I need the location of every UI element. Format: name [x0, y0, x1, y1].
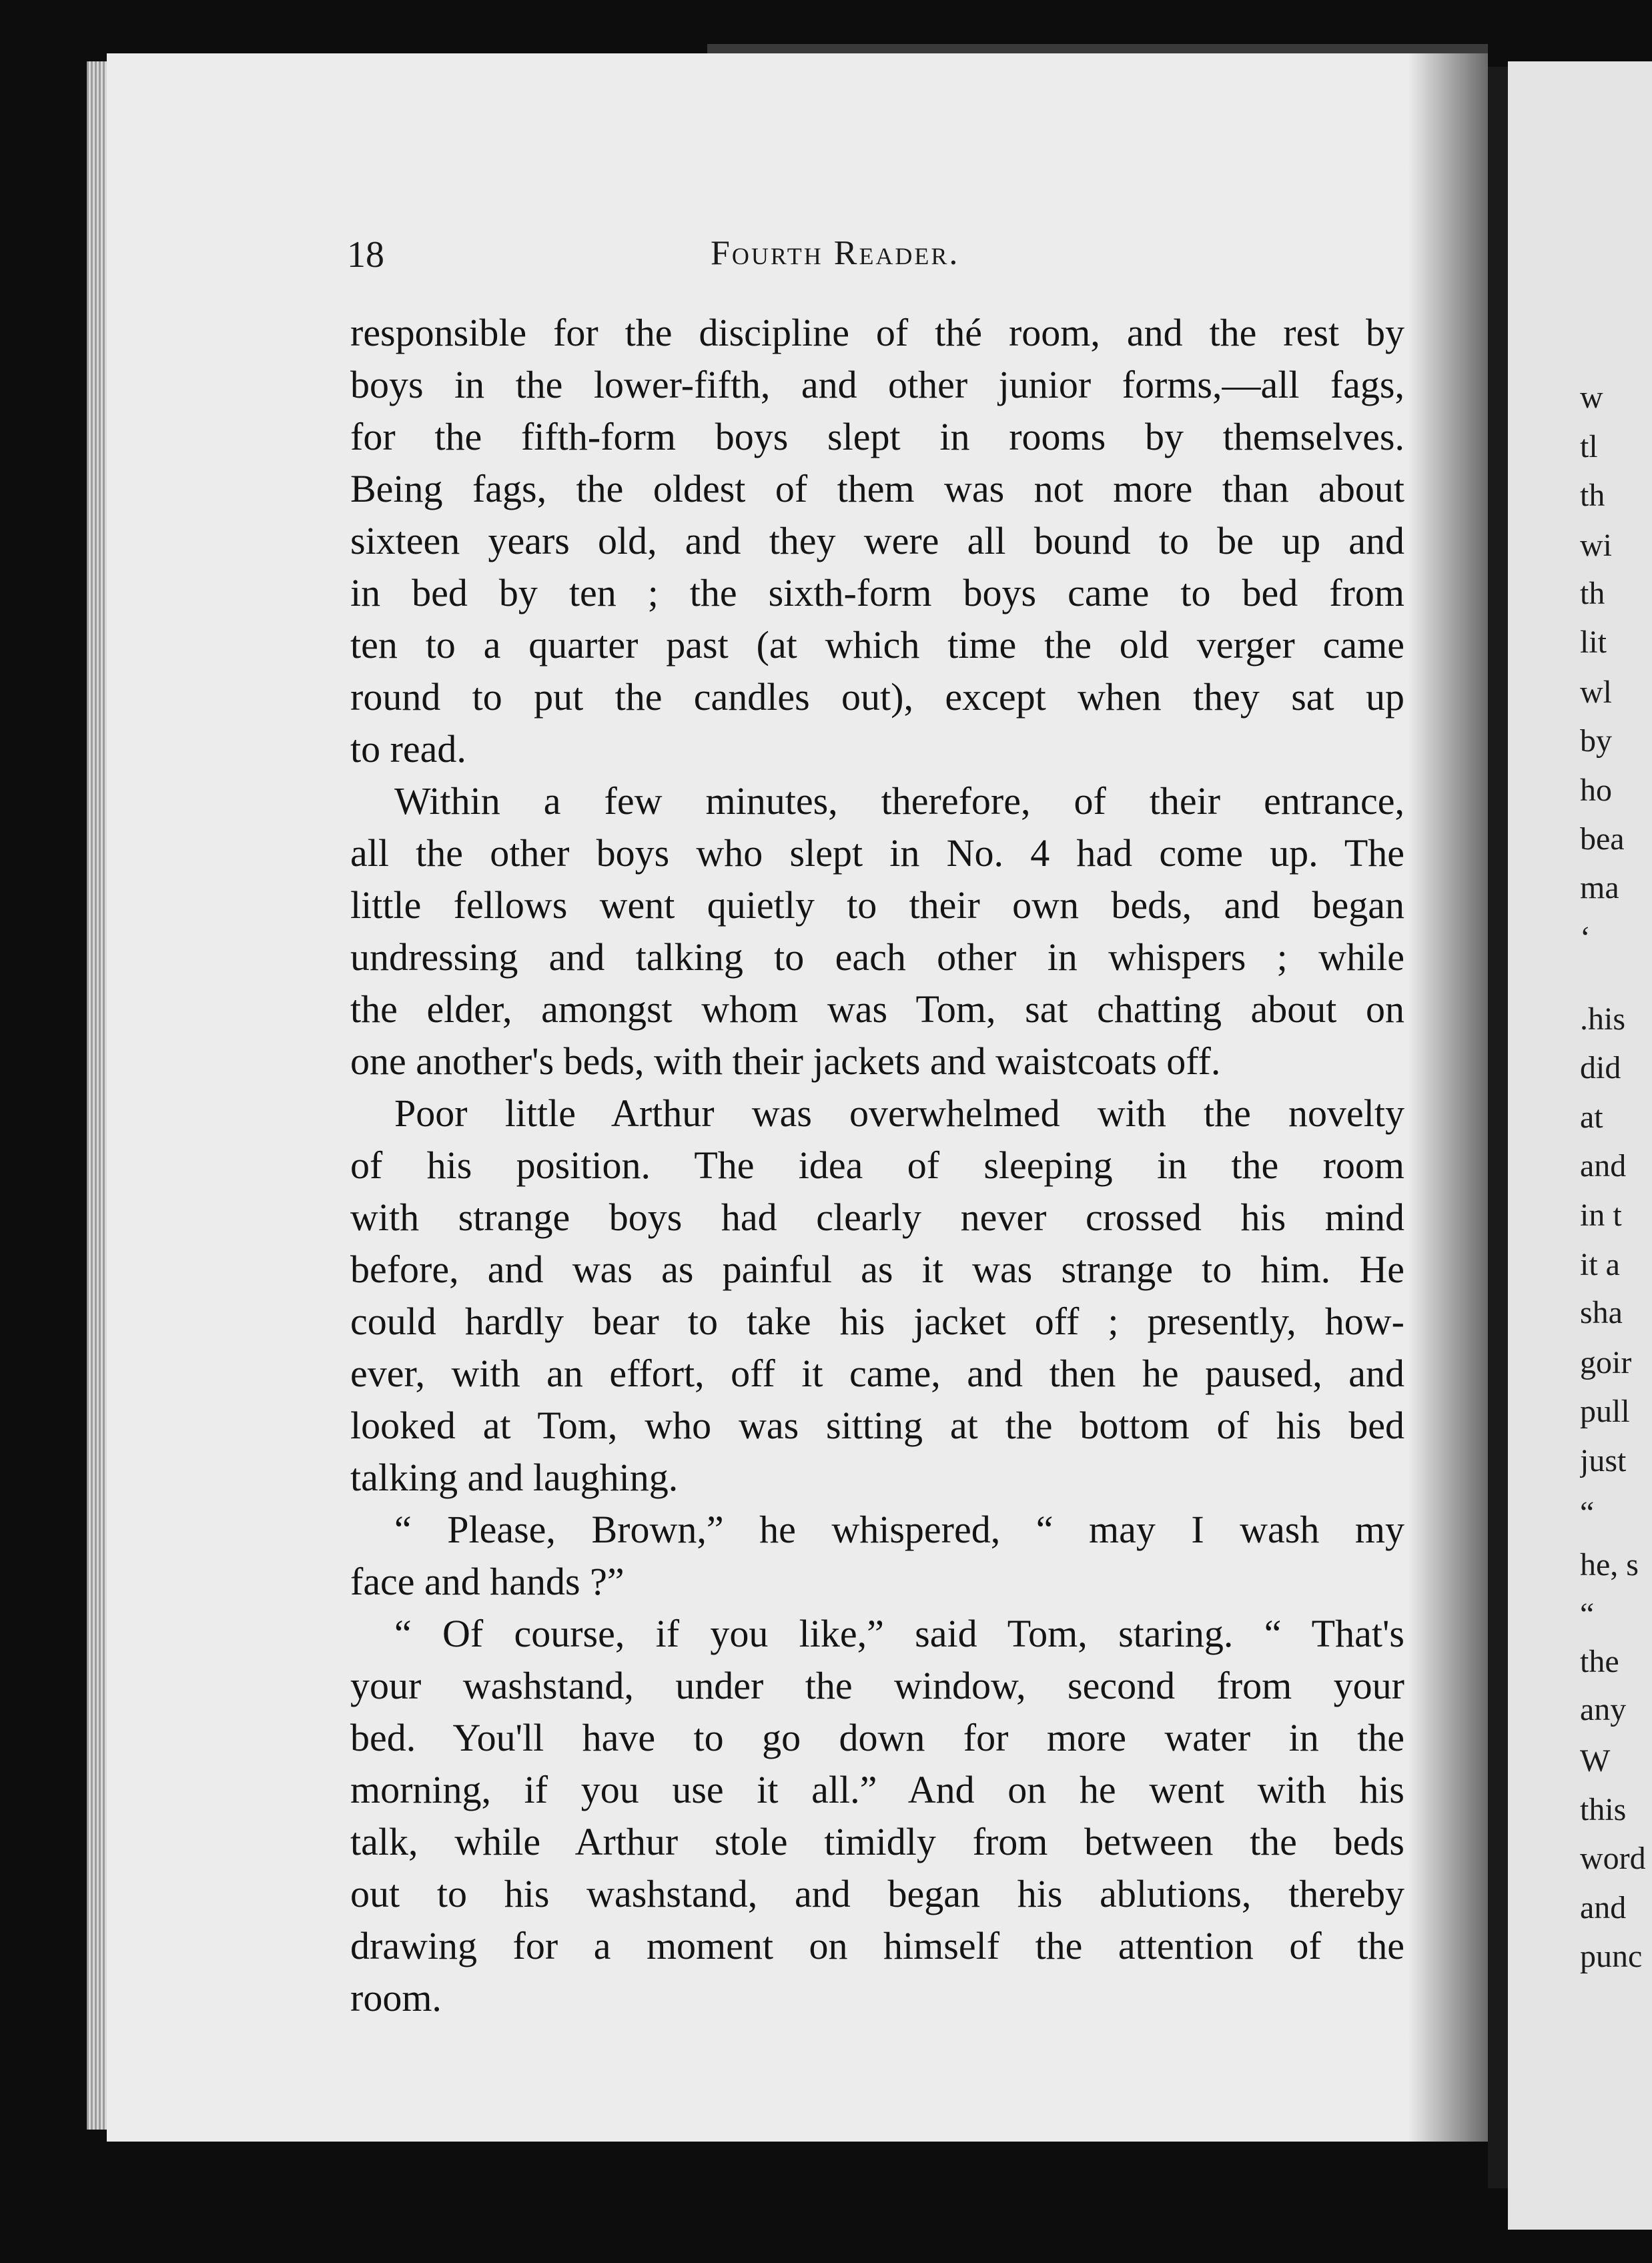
paragraph — [350, 1504, 1404, 1608]
text-line: little fellows went quietly to their own beds, and began — [350, 883, 1404, 927]
text-line: talking and laughing. — [350, 1456, 679, 1499]
text-line: in bed by ten ; the sixth-form boys came to bed from — [350, 571, 1404, 614]
facing-page-fragment: wi — [1580, 528, 1612, 563]
facing-page-fragment: th — [1580, 576, 1605, 611]
text-line: “ Please, Brown,” he whispered, “ may I wash my — [394, 1508, 1404, 1551]
text-line: out to his washstand, and began his ablutions, thereby — [350, 1872, 1404, 1915]
text-line: one another's beds, with their jackets and waistcoats off. — [350, 1039, 1221, 1083]
facing-page-fragment: W — [1580, 1743, 1611, 1779]
text-line: before, and was as painful as it was strange to him. He — [350, 1248, 1404, 1291]
facing-page-fragment: goir — [1580, 1345, 1632, 1380]
facing-page-fragment: he, s — [1580, 1547, 1639, 1582]
facing-page-fragment: .his — [1580, 1001, 1626, 1037]
text-line: Poor little Arthur was overwhelmed with the novelty — [394, 1091, 1404, 1135]
scan-edge-top — [707, 44, 1488, 53]
text-line: boys in the lower-fifth, and other junior forms,—all fags, — [350, 363, 1404, 406]
text-line: ten to a quarter past (at which time the old verger came — [350, 623, 1404, 666]
facing-page-fragment: any — [1580, 1692, 1627, 1727]
text-line: undressing and talking to each other in whispers ; while — [350, 935, 1404, 979]
text-line: morning, if you use it all.” And on he went with his — [350, 1768, 1404, 1811]
facing-page-fragment: wl — [1580, 674, 1612, 710]
facing-page-fragment: just — [1580, 1443, 1627, 1478]
body-text — [350, 307, 1404, 2024]
text-line: sixteen years old, and they were all bound to be up and — [350, 519, 1404, 562]
text-line: Being fags, the oldest of them was not more than about — [350, 467, 1404, 510]
text-line: round to put the candles out), except when they sat up — [350, 675, 1404, 719]
page-number: 18 — [347, 234, 384, 276]
facing-page-fragment: tl — [1580, 429, 1598, 464]
text-line: ever, with an effort, off it came, and then he paused, and — [350, 1352, 1404, 1395]
text-line: with strange boys had clearly never crossed his mind — [350, 1196, 1404, 1239]
book-spine — [1488, 67, 1508, 2188]
facing-page-fragment: ‘ — [1580, 920, 1591, 955]
facing-page-fragment: it a — [1580, 1247, 1620, 1282]
text-line: drawing for a moment on himself the attention of the — [350, 1924, 1404, 1967]
text-line: room. — [350, 1976, 442, 2019]
facing-page-fragment: “ — [1580, 1495, 1595, 1530]
paragraph — [350, 1087, 1404, 1504]
facing-page-fragment: in t — [1580, 1198, 1622, 1233]
running-header: Fourth Reader. — [711, 234, 960, 272]
paragraph — [350, 1608, 1404, 2024]
facing-page-fragment: by — [1580, 723, 1612, 759]
text-line: responsible for the discipline of thé room, and the rest by — [350, 311, 1404, 354]
facing-page-fragment: ma — [1580, 870, 1619, 905]
facing-page-fragment: ho — [1580, 773, 1612, 808]
text-line: “ Of course, if you like,” said Tom, staring. “ That's — [394, 1612, 1404, 1655]
text-line: all the other boys who slept in No. 4 had come up. The — [350, 831, 1404, 875]
paragraph — [350, 775, 1404, 1087]
text-line: to read. — [350, 727, 466, 771]
facing-page-fragment: and — [1580, 1890, 1627, 1925]
text-line: for the fifth-form boys slept in rooms by themselves. — [350, 415, 1404, 458]
facing-page-text — [1580, 0, 1652, 2263]
facing-page-fragment: punc — [1580, 1939, 1643, 1974]
facing-page-fragment: did — [1580, 1050, 1621, 1085]
text-line: bed. You'll have to go down for more water in the — [350, 1716, 1404, 1759]
text-line: the elder, amongst whom was Tom, sat chatting about on — [350, 987, 1404, 1031]
facing-page-fragment: w — [1580, 380, 1603, 415]
gutter-shadow — [1408, 53, 1488, 2142]
facing-page-fragment: sha — [1580, 1295, 1623, 1330]
text-line: talk, while Arthur stole timidly from between the beds — [350, 1820, 1404, 1863]
facing-page-fragment: lit — [1580, 624, 1607, 660]
text-line: looked at Tom, who was sitting at the bottom of his bed — [350, 1404, 1404, 1447]
facing-page-fragment: word — [1580, 1841, 1646, 1876]
text-line: face and hands ?” — [350, 1560, 625, 1603]
facing-page-fragment: the — [1580, 1644, 1619, 1679]
facing-page-fragment: th — [1580, 478, 1605, 513]
text-line: your washstand, under the window, second from your — [350, 1664, 1404, 1707]
facing-page-fragment: “ — [1580, 1597, 1595, 1632]
facing-page-fragment: pull — [1580, 1394, 1630, 1429]
paragraph — [350, 307, 1404, 775]
facing-page-fragment: this — [1580, 1792, 1627, 1827]
text-line: of his position. The idea of sleeping in the room — [350, 1144, 1404, 1187]
facing-page-fragment: at — [1580, 1099, 1603, 1135]
text-line: Within a few minutes, therefore, of their entrance, — [394, 779, 1404, 823]
text-line: could hardly bear to take his jacket off ; presently, how- — [350, 1300, 1404, 1343]
facing-page-fragment: bea — [1580, 821, 1625, 857]
facing-page-fragment: and — [1580, 1148, 1627, 1184]
